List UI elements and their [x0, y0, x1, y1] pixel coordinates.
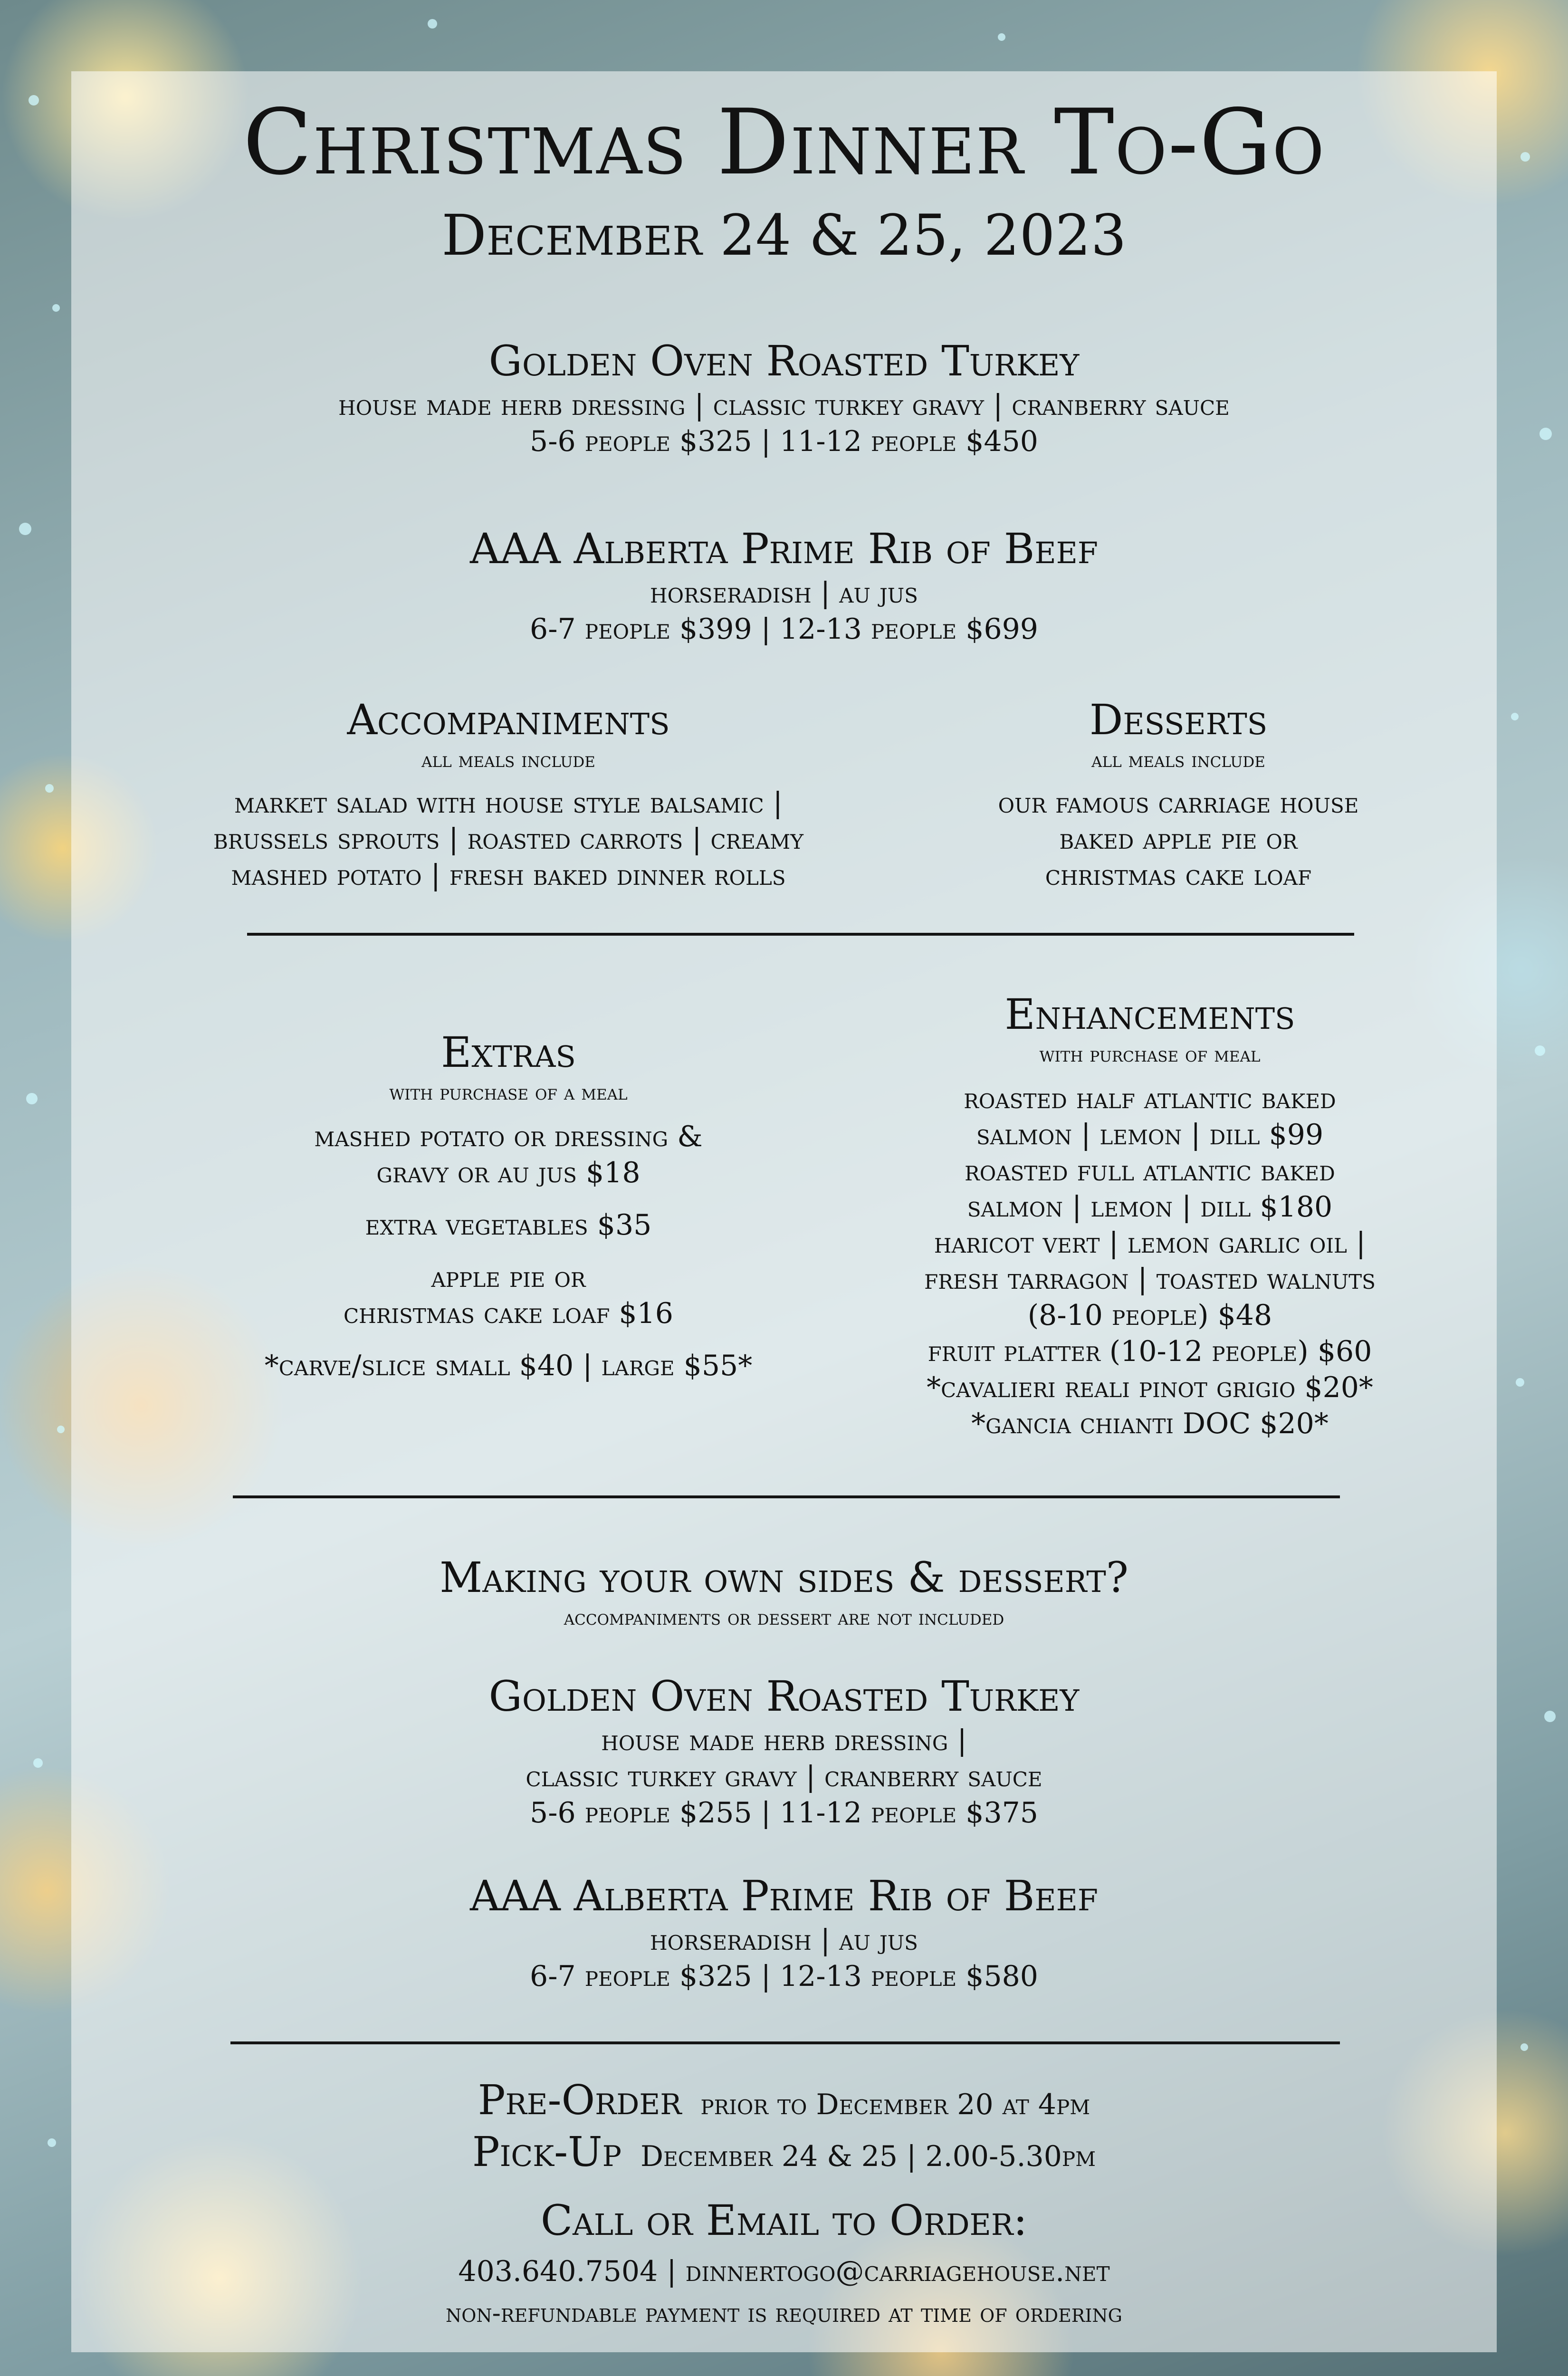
- extras-item-line: extra vegetables $35: [365, 1208, 652, 1242]
- extras-item-line: apple pie or: [431, 1261, 586, 1294]
- accompaniments-note: all meals include: [421, 748, 595, 772]
- turkey-name: Golden Oven Roasted Turkey: [488, 336, 1080, 385]
- contact-separator: |: [658, 2255, 686, 2288]
- extras-section: [105, 1026, 912, 1384]
- extras-item-line: *carve/slice small $40 | large $55*: [264, 1349, 753, 1382]
- enhancements-heading: Enhancements: [1004, 990, 1295, 1039]
- desserts-section: [893, 694, 1463, 893]
- enhancements-line: salmon | lemon | dill $180: [967, 1190, 1333, 1224]
- enhancements-line: roasted full atlantic baked: [965, 1154, 1335, 1188]
- enhancements-section: [846, 988, 1454, 1442]
- desserts-line: christmas cake loaf: [1045, 859, 1312, 892]
- accompaniments-section: [109, 694, 908, 893]
- call-heading: Call or Email to Order:: [540, 2196, 1028, 2245]
- desserts-note: all meals include: [1091, 748, 1265, 772]
- divider: [247, 933, 1354, 936]
- turkey-includes: house made herb dressing | classic turkey gravy | cranberry sauce: [338, 389, 1230, 422]
- accompaniments-heading: Accompaniments: [347, 695, 670, 744]
- beef-section: [71, 523, 1497, 647]
- enhancements-line: *cavalieri reali pinot grigio $20*: [927, 1371, 1373, 1404]
- email-address[interactable]: dinnertogo@carriagehouse.net: [685, 2255, 1110, 2288]
- own-turkey-name: Golden Oven Roasted Turkey: [488, 1672, 1080, 1721]
- payment-notice: non-refundable payment is required at time of ordering: [446, 2298, 1122, 2328]
- own-turkey-pricing: 5-6 people $255 | 11-12 people $375: [530, 1796, 1038, 1830]
- own-turkey-includes: classic turkey gravy | cranberry sauce: [526, 1760, 1042, 1793]
- phone-number[interactable]: 403.640.7504: [458, 2255, 658, 2288]
- extras-note: with purchase of a meal: [389, 1081, 628, 1105]
- beef-pricing: 6-7 people $399 | 12-13 people $699: [530, 613, 1038, 646]
- preorder-row: [71, 2077, 1497, 2128]
- pickup-row: [71, 2128, 1497, 2180]
- page-title: Christmas Dinner To-Go: [243, 90, 1325, 195]
- enhancements-note: with purchase of meal: [1039, 1043, 1261, 1067]
- own-beef-includes: horseradish | au jus: [650, 1924, 918, 1957]
- desserts-line: our famous carriage house: [998, 786, 1359, 820]
- extras-item-line: gravy or au jus $18: [376, 1156, 641, 1189]
- accompaniments-line: mashed potato | fresh baked dinner rolls: [231, 859, 786, 892]
- preorder-detail: prior to December 20 at 4pm: [700, 2088, 1090, 2121]
- enhancements-line: *gancia chianti DOC $20*: [971, 1407, 1329, 1440]
- beef-name: AAA Alberta Prime Rib of Beef: [470, 524, 1098, 573]
- turkey-pricing: 5-6 people $325 | 11-12 people $450: [530, 425, 1038, 458]
- own-turkey-includes: house made herb dressing |: [601, 1724, 967, 1757]
- enhancements-line: roasted half atlantic baked: [964, 1082, 1336, 1115]
- desserts-heading: Desserts: [1089, 695, 1268, 744]
- own-sides-section: [71, 1552, 1497, 1632]
- extras-heading: Extras: [441, 1028, 576, 1077]
- extras-item-line: mashed potato or dressing &: [314, 1120, 703, 1153]
- enhancements-line: fresh tarragon | toasted walnuts: [924, 1263, 1376, 1296]
- turkey-section: [71, 335, 1497, 460]
- own-beef-name: AAA Alberta Prime Rib of Beef: [470, 1871, 1098, 1920]
- extras-item-line: christmas cake loaf $16: [344, 1297, 673, 1330]
- divider: [230, 2041, 1340, 2044]
- beef-includes: horseradish | au jus: [650, 576, 918, 610]
- ordering-section: [71, 2077, 1497, 2331]
- event-dates: December 24 & 25, 2023: [441, 202, 1127, 268]
- divider: [233, 1495, 1340, 1498]
- own-beef-pricing: 6-7 people $325 | 12-13 people $580: [530, 1960, 1038, 1993]
- contact-row: [71, 2253, 1497, 2290]
- own-sides-heading: Making your own sides & dessert?: [440, 1553, 1128, 1602]
- accompaniments-line: brussels sprouts | roasted carrots | creamy: [213, 823, 804, 856]
- own-sides-beef: [71, 1870, 1497, 1994]
- pickup-detail: December 24 & 25 | 2.00-5.30pm: [641, 2140, 1096, 2173]
- enhancements-line: (8-10 people) $48: [1027, 1299, 1272, 1332]
- desserts-line: baked apple pie or: [1059, 823, 1298, 856]
- enhancements-line: haricot vert | lemon garlic oil |: [934, 1226, 1366, 1260]
- enhancements-line: salmon | lemon | dill $99: [976, 1118, 1324, 1151]
- pickup-label: Pick-Up: [472, 2128, 622, 2176]
- enhancements-line: fruit platter (10-12 people) $60: [927, 1335, 1372, 1368]
- preorder-label: Pre-Order: [478, 2077, 682, 2124]
- own-sides-note: accompaniments or dessert are not included: [564, 1606, 1004, 1630]
- accompaniments-line: market salad with house style balsamic |: [234, 786, 783, 820]
- own-sides-turkey: [71, 1670, 1497, 1831]
